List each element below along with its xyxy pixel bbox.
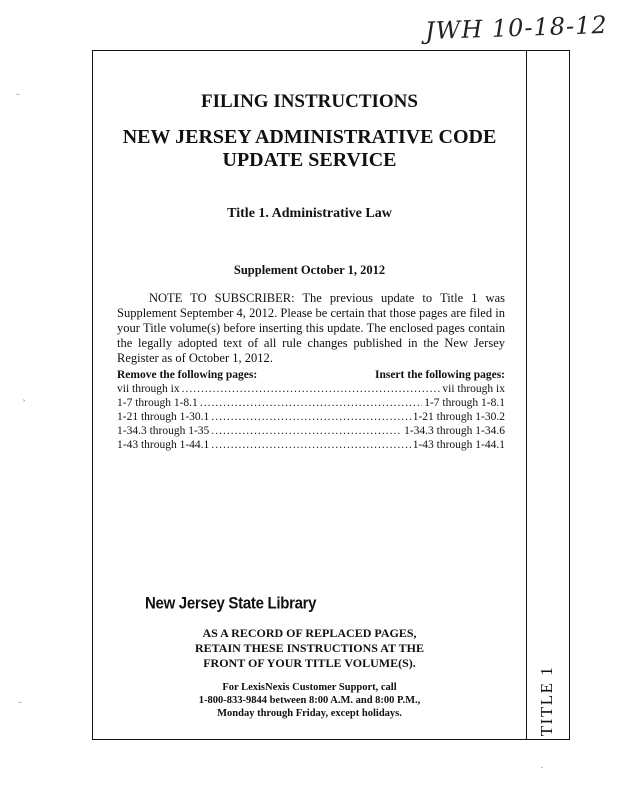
code-heading-line1: NEW JERSEY ADMINISTRATIVE CODE — [122, 126, 497, 148]
document-content — [93, 51, 526, 739]
filing-instructions-heading: FILING INSTRUCTIONS — [201, 91, 418, 112]
record-instructions — [93, 626, 526, 671]
supplement-date: Supplement October 1, 2012 — [233, 263, 386, 277]
record-line1: AS A RECORD OF REPLACED PAGES, — [202, 626, 417, 640]
code-heading-line2: UPDATE SERVICE — [222, 149, 397, 171]
remove-range: 1-43 through 1-44.1 — [117, 439, 210, 451]
support-line1: For LexisNexis Customer Support, call — [222, 682, 397, 693]
library-stamp: New Jersey State Library — [145, 594, 317, 613]
dot-leader — [200, 396, 422, 410]
insert-range: 1-21 through 1-30.2 — [412, 411, 505, 423]
document-frame — [92, 50, 527, 740]
code-heading — [93, 126, 526, 172]
remove-range: 1-34.3 through 1-35 — [117, 425, 210, 437]
pages-header — [117, 369, 505, 381]
insert-header: Insert the following pages: — [374, 369, 505, 381]
tab-label: TITLE 1 — [537, 665, 556, 737]
record-line3: FRONT OF YOUR TITLE VOLUME(S). — [203, 656, 416, 670]
scan-speck: ¸ — [22, 390, 26, 402]
page-row — [117, 438, 505, 452]
insert-range: 1-7 through 1-8.1 — [424, 397, 505, 409]
scan-speck: ˘ — [16, 92, 20, 104]
page-row — [117, 382, 505, 396]
page-row — [117, 410, 505, 424]
subscriber-note: NOTE TO SUBSCRIBER: The previous update to Title 1 was Supplement September 4, 2012. Please be certain that those pages are filed in your Title volume(s) before inserting this update. The enclosed pages contain the legally adopted text of all rule changes published in the New Jersey Register as of October 1, 2012. — [117, 291, 505, 365]
dot-leader — [182, 382, 441, 396]
title-tab — [525, 50, 570, 740]
support-line2: 1-800-833-9844 between 8:00 A.M. and 8:00 P.M., — [198, 695, 421, 706]
insert-range: 1-43 through 1-44.1 — [412, 439, 505, 451]
insert-range: 1-34.3 through 1-34.6 — [404, 425, 505, 437]
dot-leader — [211, 438, 410, 452]
scan-speck: · — [540, 762, 544, 774]
page-row — [117, 396, 505, 410]
record-line2: RETAIN THESE INSTRUCTIONS AT THE — [195, 641, 424, 655]
remove-range: 1-21 through 1-30.1 — [117, 411, 210, 423]
dot-leader — [211, 424, 402, 438]
insert-range: vii through ix — [442, 383, 505, 395]
handwritten-initials-date: JWH 10-18-12 — [424, 10, 609, 46]
remove-range: 1-7 through 1-8.1 — [117, 397, 198, 409]
pages-list — [117, 382, 505, 452]
title-heading: Title 1. Administrative Law — [227, 206, 392, 221]
scan-speck: ˘ — [18, 700, 22, 712]
remove-header: Remove the following pages: — [117, 369, 258, 381]
remove-range: vii through ix — [117, 383, 180, 395]
page-row — [117, 424, 505, 438]
dot-leader — [211, 410, 410, 424]
support-line3: Monday through Friday, except holidays. — [217, 708, 402, 719]
customer-support — [93, 681, 526, 720]
